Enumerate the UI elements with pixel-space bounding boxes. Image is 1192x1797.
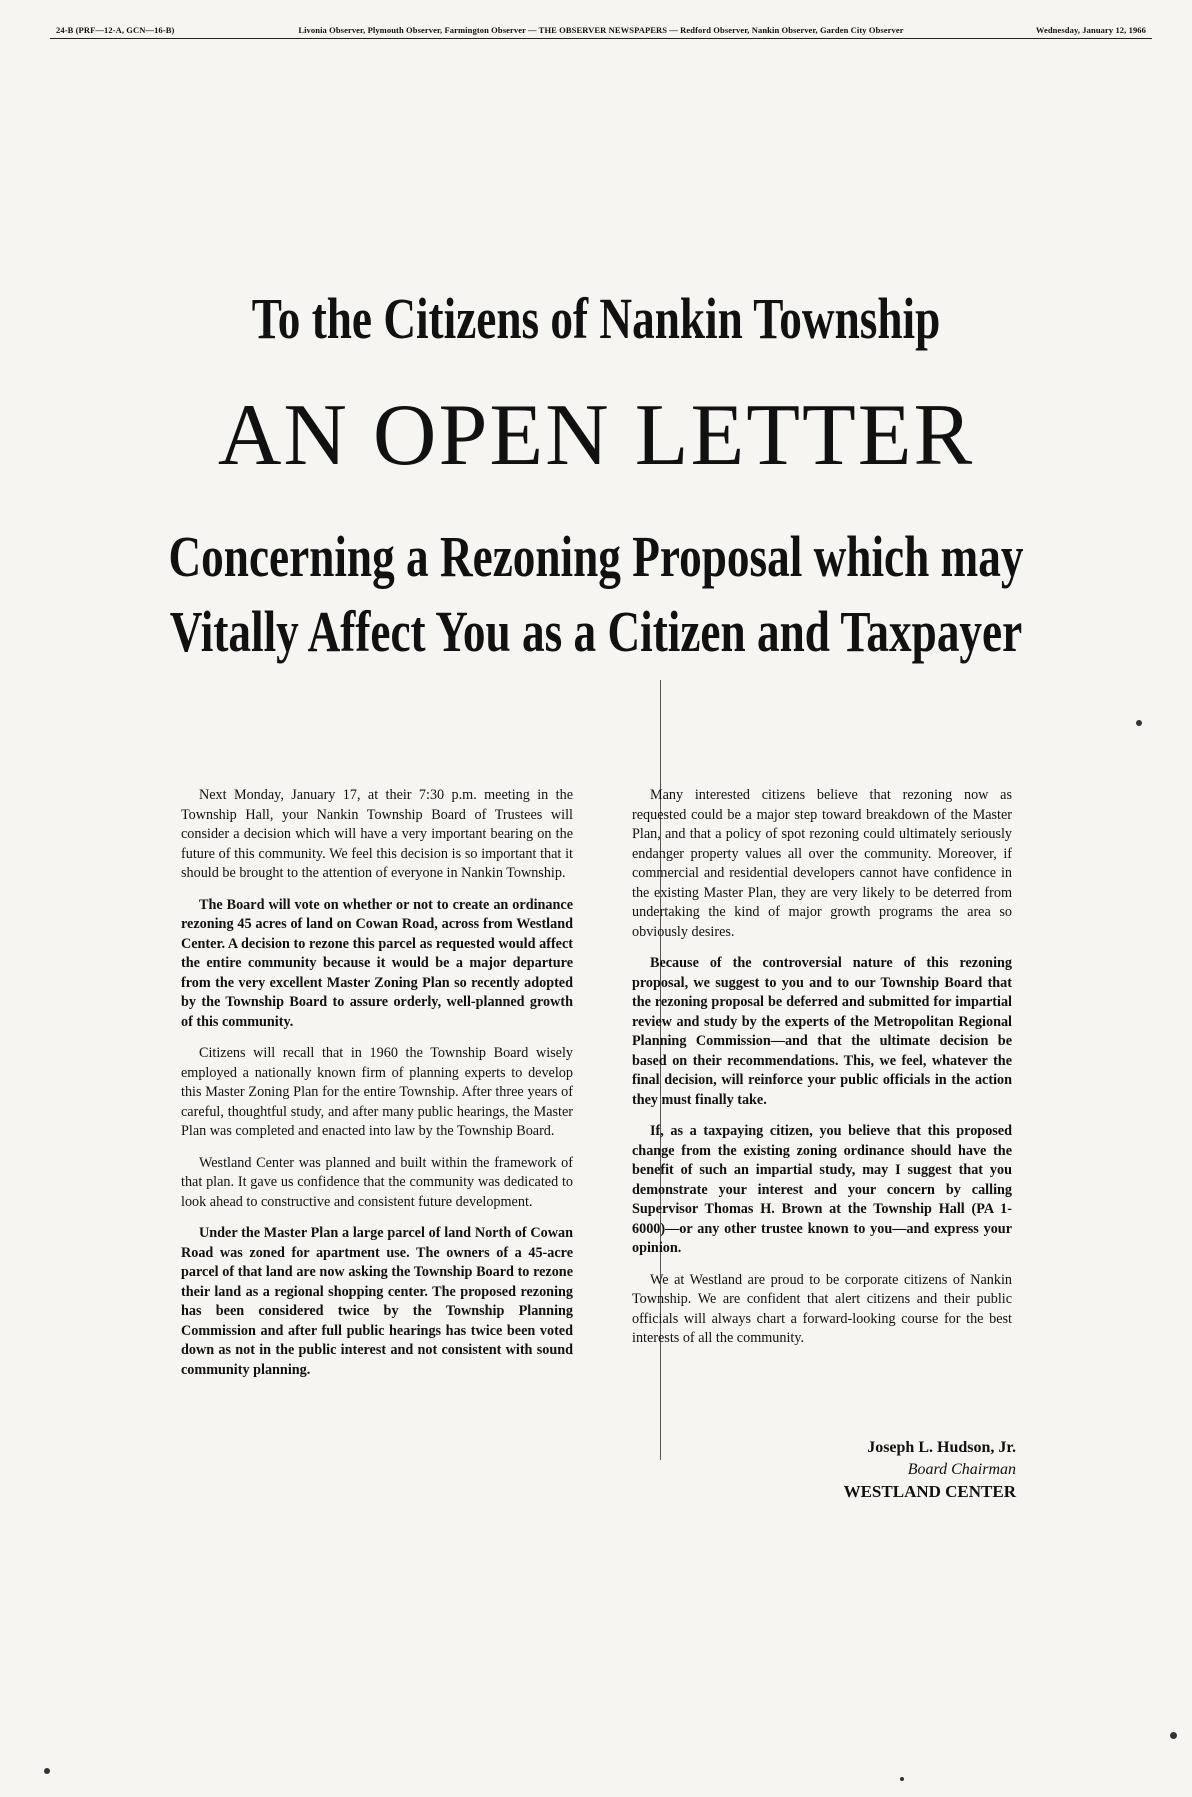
- print-speck: [44, 1768, 50, 1774]
- signer-name: Joseph L. Hudson, Jr.: [867, 1439, 1016, 1456]
- paragraph-parcel-details: Under the Master Plan a large parcel of land North of Cowan Road was zoned for apartment use. The owners of a 45-acre parcel of that land are now asking the Township Board to rezone their land as a regional shopping center. The proposed rezoning has been considered twice by the Township Planning Commission and after full public hearings has twice been voted down as not in the public interest and not consistent with sound community planning.: [181, 1225, 573, 1378]
- paragraph-closing: We at Westland are proud to be corporate citizens of Nankin Township. We are confident that alert citizens and their public officials will always chart a forward-looking course for the best interests of all the community.: [632, 1271, 1012, 1346]
- letter-left-column: [181, 786, 573, 1392]
- paragraph-citizen-concerns: Many interested citizens believe that rezoning now as requested could be a major step toward breakdown of the Master Plan, and that a policy of spot rezoning could ultimately seriously endanger property values all over the community. Moreover, if commercial and residential developers cannot have confidence in the existing Master Plan, they are very likely to be deterred from undertaking the kind of major growth programs the area so obviously desires.: [632, 787, 1012, 940]
- signer-title: Board Chairman: [907, 1461, 1016, 1478]
- paragraph-review-suggestion: Because of the controversial nature of this rezoning proposal, we suggest to you and to our Township Board that the rezoning proposal be deferred and submitted for impartial review and study by the experts of the Metropolitan Regional Planning Commission—and that the ultimate decision be based on their recommendations. This, we feel, whatever the final decision, will reinforce your public officials in the action they must finally take.: [632, 955, 1012, 1108]
- paragraph-board-vote: The Board will vote on whether or not to create an ordinance rezoning 45 acres of land on Cowan Road, across from Westland Center. A decision to rezone this parcel as requested would affect the entire community because it would be a major departure from the very excellent Master Zoning Plan so recently adopted by the Township Board to assure orderly, well-planned growth of this community.: [181, 896, 573, 1030]
- print-speck: [1170, 1732, 1177, 1739]
- headline-subject-line-1: Concerning a Rezoning Proposal which may: [168, 524, 1024, 589]
- signer-organization: WESTLAND CENTER: [843, 1482, 1016, 1501]
- print-speck: [1136, 720, 1142, 726]
- issue-date: Wednesday, January 12, 1966: [1035, 25, 1146, 35]
- headline-addressee: To the Citizens of Nankin Township: [251, 286, 941, 351]
- newspaper-masthead: [50, 24, 1152, 39]
- paragraph-call-to-action: If, as a taxpaying citizen, you believe that this proposed change from the existing zoning ordinance should have the benefit of such an impartial study, may I suggest that you demonstrate your interest and your concern by calling Supervisor Thomas H. Brown at the Township Hall (PA 1-6000)—or any other trustee known to you—and express your opinion.: [632, 1123, 1012, 1256]
- print-speck: [900, 1777, 904, 1781]
- paragraph-westland-planning: Westland Center was planned and built within the framework of that plan. It gave us confidence that the community was dedicated to look ahead to constructive and consistent future development.: [181, 1154, 573, 1210]
- newspaper-names: Livonia Observer, Plymouth Observer, Farmington Observer — THE OBSERVER NEWSPAPERS — Redford Observer, Nankin Observer, Garden City Observer: [298, 25, 904, 35]
- letter-right-column: [632, 786, 1012, 1361]
- paragraph-master-plan-history: Citizens will recall that in 1960 the Township Board wisely employed a nationally known firm of planning experts to develop this Master Zoning Plan for the entire Township. After three years of careful, thoughtful study, and after many public hearings, the Master Plan was completed and enacted into law by the Township Board.: [181, 1045, 573, 1139]
- headline-subject-line-2: Vitally Affect You as a Citizen and Taxpayer: [169, 599, 1023, 664]
- headline-open-letter: AN OPEN LETTER: [217, 387, 975, 484]
- paragraph-meeting-notice: Next Monday, January 17, at their 7:30 p.m. meeting in the Township Hall, your Nankin Township Board of Trustees will consider a decision which will have a very important bearing on the future of this community. We feel this decision is so important that it should be brought to the attention of everyone in Nankin Township.: [181, 787, 573, 881]
- page-number: 24-B (PRF—12-A, GCN—16-B): [56, 25, 175, 35]
- signature-block: [770, 1437, 1016, 1503]
